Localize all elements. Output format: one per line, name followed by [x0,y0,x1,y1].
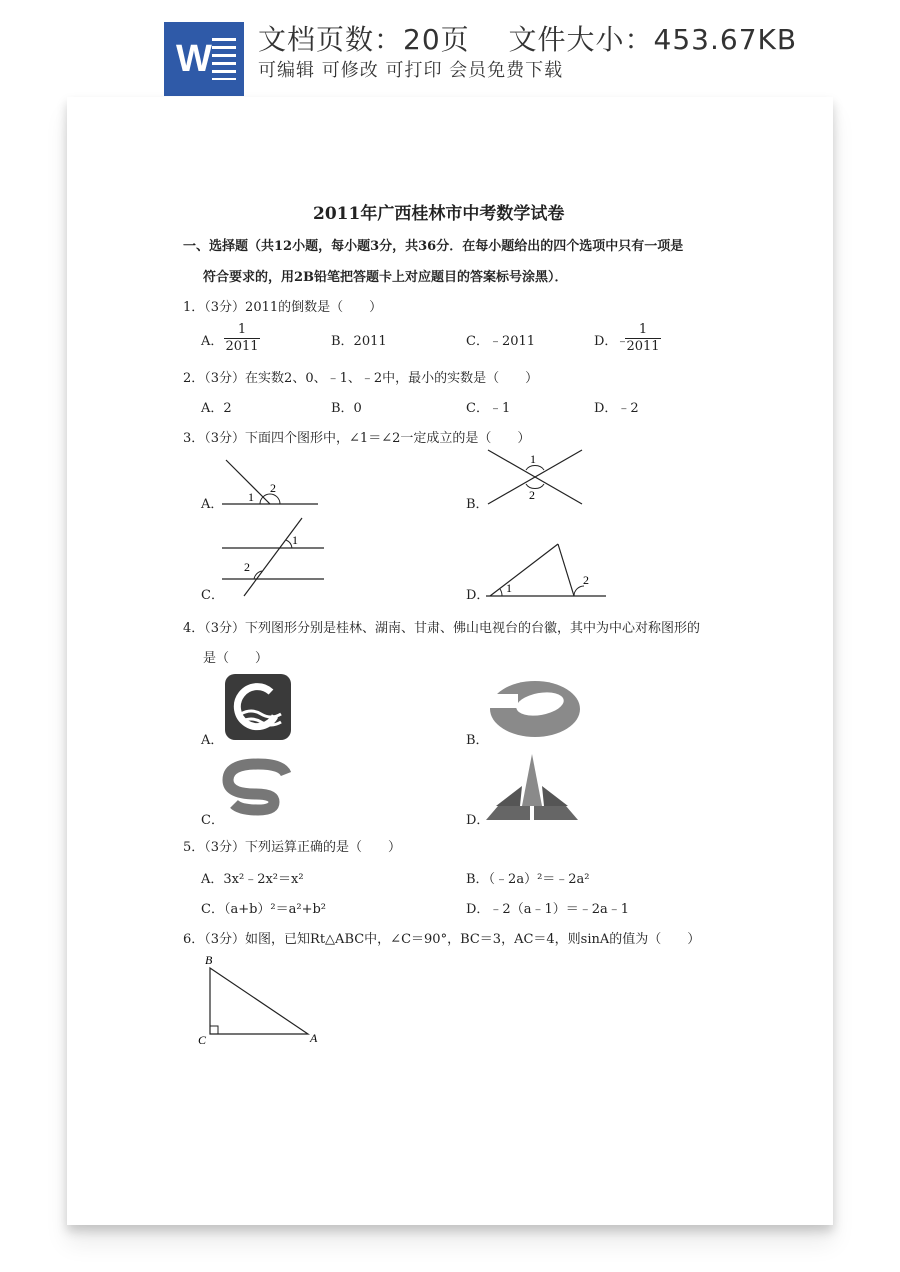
section-heading-line1: 一、选择题（共12小题，每小题3分，共36分．在每小题给出的四个选项中只有一项是 [183,239,684,254]
q1-stem: 1．（3分）2011的倒数是（ ） [183,300,383,315]
q5-option-d: D．﹣2（a﹣1）＝﹣2a﹣1 [466,902,630,917]
q4-stem-line2: 是（ ） [203,651,269,666]
q1-option-a-label: A． [201,334,224,349]
q2-option-a: A．2 [201,401,232,416]
q3b-angle1: 1 [530,452,536,466]
vertex-b-label: B [205,953,213,967]
foshan-tv-logo-icon [486,754,578,822]
q3-figure-b [486,448,586,506]
q3-stem: 3．（3分）下面四个图形中，∠1＝∠2一定成立的是（ ） [183,431,531,446]
q4-option-a: A． [201,733,224,748]
exam-title: 2011年广西桂林市中考数学试卷 [313,204,565,224]
file-info-title: 文档页数：20页 文件大小：453.67KB [258,23,798,56]
q1-option-b: B．2011 [331,334,387,349]
q2-option-d: D．﹣2 [594,401,639,416]
q2-stem: 2．（3分）在实数2、0、﹣1、﹣2中，最小的实数是（ ） [183,371,539,386]
q1-d-denominator: 2011 [626,339,660,354]
q5-stem: 5．（3分）下列运算正确的是（ ） [183,840,402,855]
q1-a-numerator: 1 [237,322,247,337]
q4-option-c: C． [201,813,224,828]
q1-option-d-label: D． [594,334,618,349]
q1-d-numerator: 1 [638,322,648,337]
q3-option-a: A． [201,497,224,512]
q1-option-a-fraction [224,322,260,355]
q5-option-b: B．（﹣2a）²＝﹣2a² [466,872,590,887]
section-heading-line2: 符合要求的，用2B铅笔把答题卡上对应题目的答案标号涂黑）． [203,270,568,285]
q3a-angle1: 1 [248,490,254,504]
q6-stem: 6．（3分）如图，已知Rt△ABC中，∠C＝90°，BC＝3，AC＝4，则sinA的值为（ ） [183,932,701,947]
q3b-angle2: 2 [529,488,535,502]
q3-figure-c [222,516,328,598]
q3c-angle2: 2 [244,560,250,574]
q4-option-b: B． [466,733,489,748]
q3-option-c: C． [201,588,224,603]
q3-figure-a [222,458,322,506]
q4-option-d: D． [466,813,490,828]
gansu-tv-logo-icon [222,762,294,822]
guilin-tv-logo-icon [225,674,291,740]
q5-option-a: A．3x²﹣2x²＝x² [201,872,304,887]
word-document-icon: W [164,22,244,96]
q5-option-c: C．（a+b）²＝a²+b² [201,902,327,917]
q4-stem-line1: 4．（3分）下列图形分别是桂林、湖南、甘肃、佛山电视台的台徽，其中为中心对称图形的 [183,621,701,636]
q3d-angle2: 2 [583,573,589,587]
q3-option-d: D． [466,588,490,603]
q1-option-d-fraction [625,322,661,355]
q6-right-triangle-figure [196,950,326,1046]
q3a-angle2: 2 [270,481,276,495]
q3-figure-d [486,542,610,600]
q1-option-d-sign: ﹣ [616,334,630,349]
q2-option-c: C．﹣1 [466,401,511,416]
vertex-c-label: C [198,1033,207,1047]
hunan-tv-logo-icon [488,676,582,742]
q2-option-b: B．0 [331,401,362,416]
q1-option-c: C．﹣2011 [466,334,536,349]
file-info-subtitle: 可编辑 可修改 可打印 会员免费下载 [258,60,564,81]
q3d-angle1: 1 [506,581,512,595]
q1-a-denominator: 2011 [225,339,259,354]
q3c-angle1: 1 [292,533,298,547]
q3-option-b: B． [466,497,489,512]
vertex-a-label: A [310,1031,318,1045]
